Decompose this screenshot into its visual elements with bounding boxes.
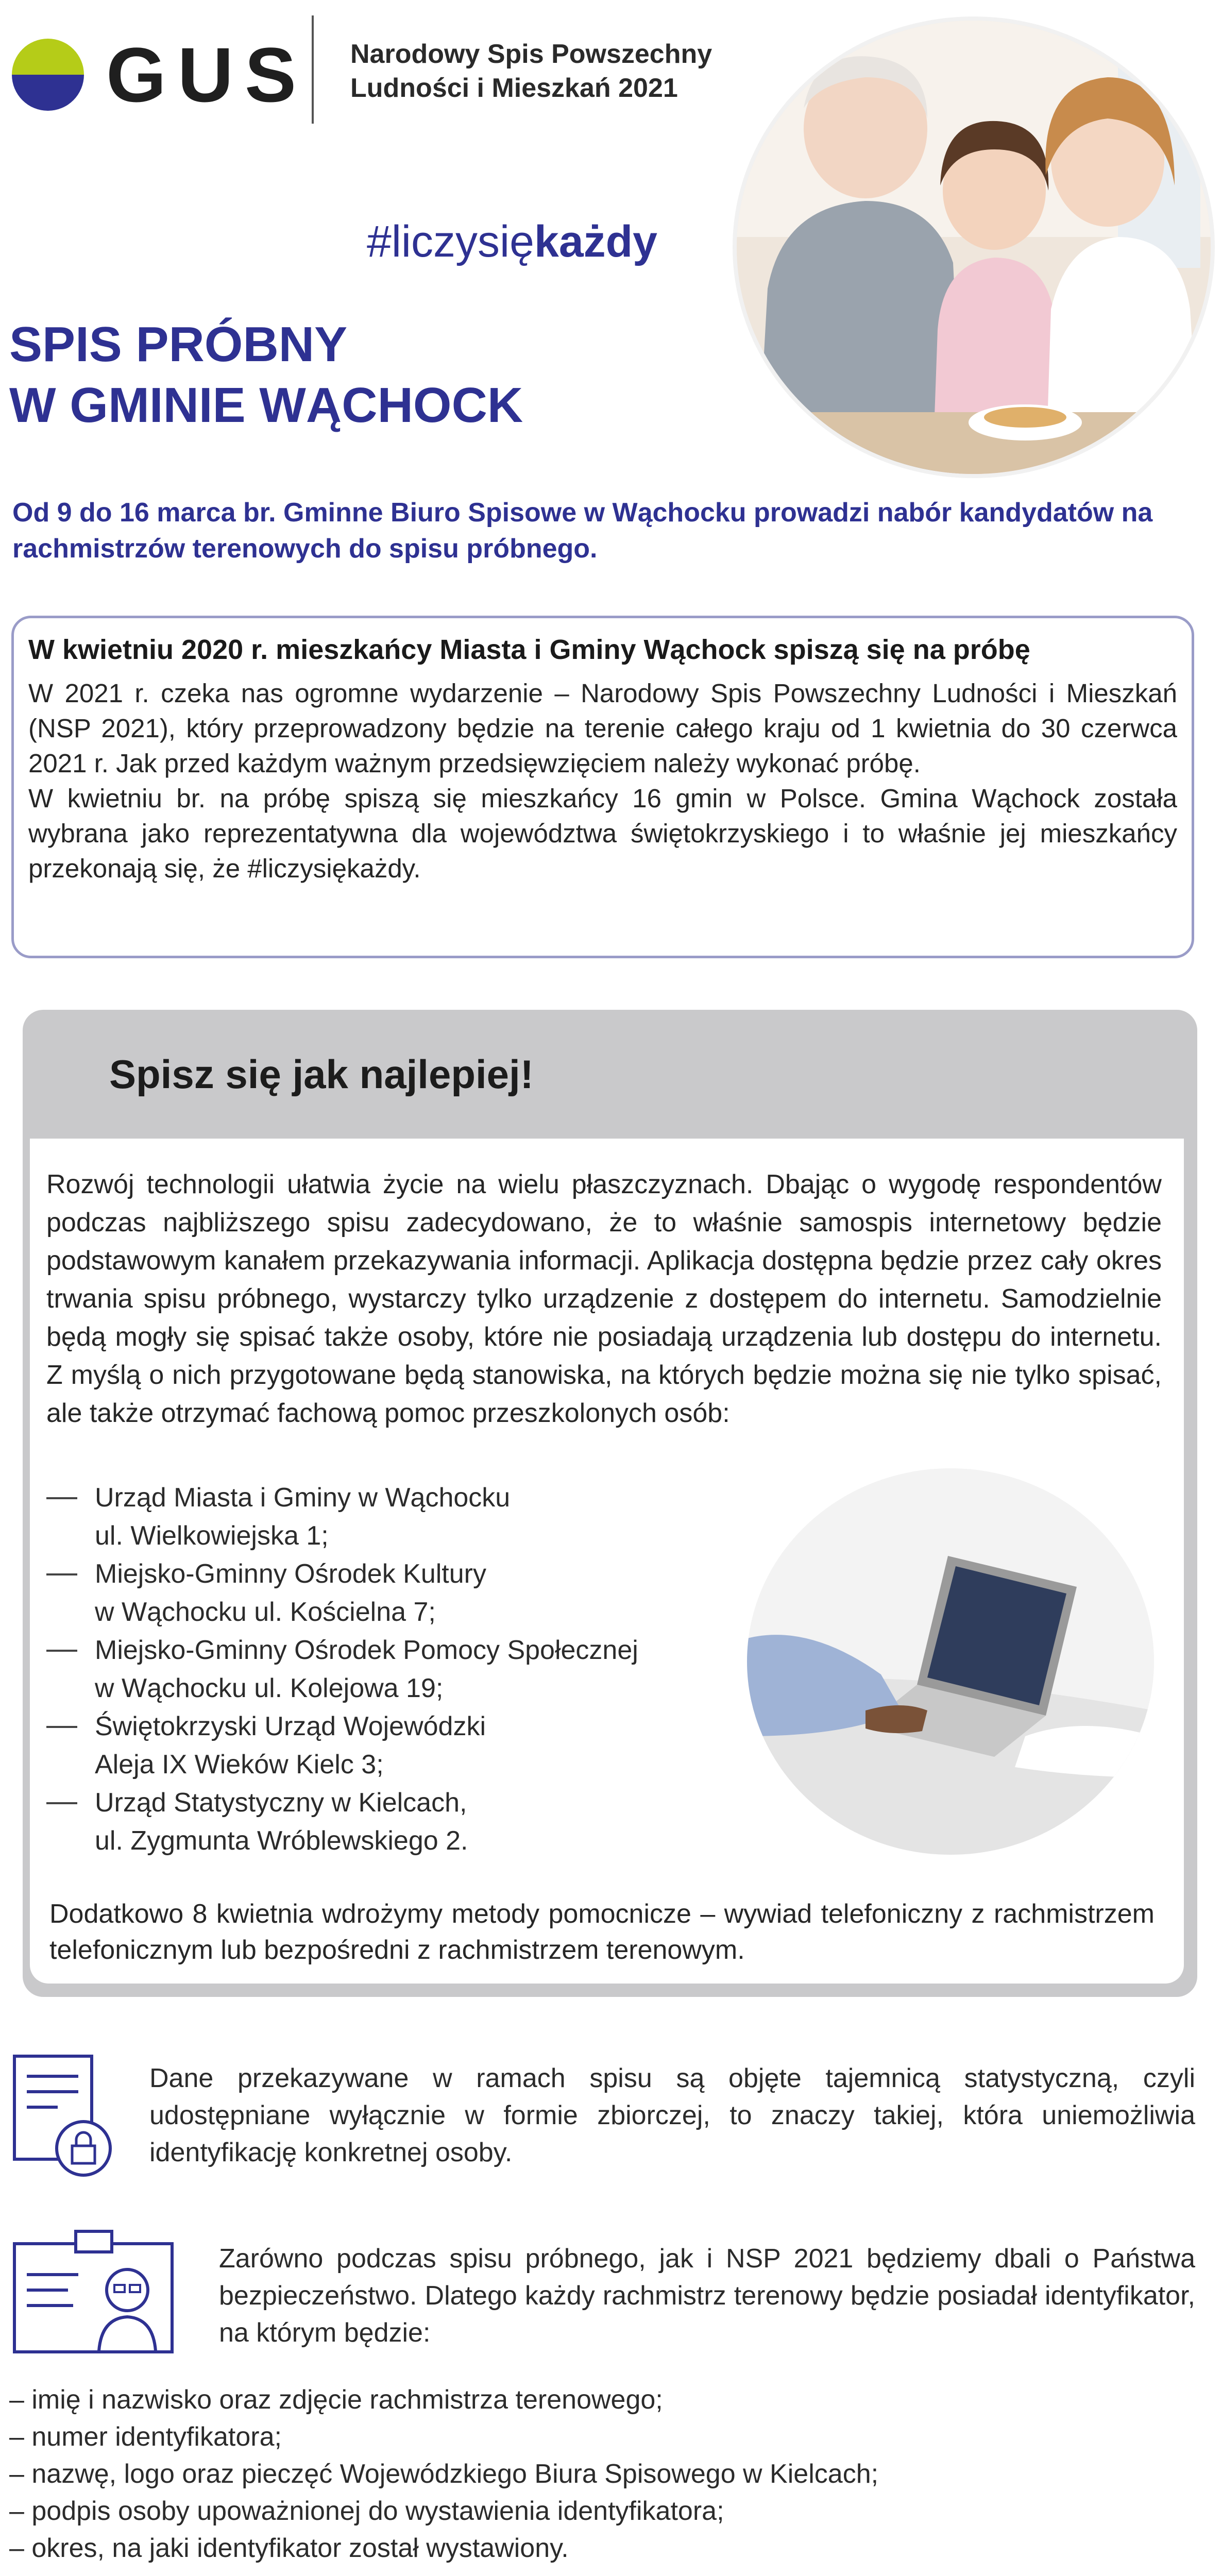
list-item [46,1479,716,1555]
hashtag [367,216,657,267]
trial-census-box [11,616,1194,958]
list-item [46,1707,716,1784]
census-title-line1: Narodowy Spis Powszechny [350,39,712,69]
page-title-line1: SPIS PRÓBNY [9,317,348,372]
trial-census-heading: W kwietniu 2020 r. mieszkańcy Miasta i Gminy Wąchock spiszą się na próbę [28,634,1030,665]
assistance-locations-list [46,1479,716,1860]
family-photo-illustration [737,21,1211,474]
header-divider [312,15,314,124]
list-item [46,1631,716,1707]
intro-text: Od 9 do 16 marca br. Gminne Biuro Spisowe w Wąchocku prowadzi nabór kandydatów na rachmistrzów terenowych do spisu próbnego. [12,498,1153,564]
list-item: – okres, na jaki identyfikator został wystawiony. [9,2533,569,2563]
auxiliary-methods-text: Dodatkowo 8 kwietnia wdrożymy metody pomocnicze – wywiad telefoniczny z rachmistrzem telefonicznym lub bezpośredni z rachmistrzem terenowym. [49,1899,1155,1965]
location-name: Miejsko-Gminny Ośrodek Kultury [95,1559,486,1589]
id-badge-icon [11,2228,176,2357]
identifier-items-list [9,2381,878,2567]
list-item: – podpis osoby upoważnionej do wystawienia identyfikatora; [9,2496,724,2526]
list-item [46,1784,716,1860]
laptop-photo [747,1468,1154,1855]
list-item: – numer identyfikatora; [9,2422,282,2452]
hashtag-prefix: #liczysię [367,217,534,266]
hashtag-bold: każdy [534,217,658,266]
page-title-line2: W GMINIE WĄCHOCK [9,378,523,433]
census-title-line2: Ludności i Mieszkań 2021 [350,73,678,103]
trial-census-text [28,676,1177,886]
identifier-text: Zarówno podczas spisu próbnego, jak i NSP 2021 będziemy dbali o Państwa bezpieczeństwo. Dlatego każdy rachmistrz terenowy będzie posiadał identyfikator, na którym będzie: [219,2244,1195,2348]
list-item: – nazwę, logo oraz pieczęć Wojewódzkiego Biura Spisowego w Kielcach; [9,2459,879,2489]
location-address: w Wąchocku ul. Kościelna 7; [95,1597,436,1627]
list-item [46,1555,716,1631]
location-address: ul. Wielkowiejska 1; [95,1521,329,1551]
location-name: Świętokrzyski Urząd Wojewódzki [95,1711,486,1741]
trial-census-paragraph-1: W 2021 r. czeka nas ogromne wydarzenie – Narodowy Spis Powszechny Ludności i Mieszkań (NSP 2021), który przeprowadzony będzie na terenie całego kraju od 1 kwietnia do 30 czerwca 2021 r. Jak przed każdym ważnym przedsięwzięciem należy wykonać próbę. [28,679,1177,778]
trial-census-paragraph-2: W kwietniu br. na próbę spiszą się mieszkańcy 16 gmin w Polsce. Gmina Wąchock została wybrana jako reprezentatywna dla województwa świętokrzyskiego i to właśnie jej mieszkańcy przekonają się, że #liczysiękażdy. [28,784,1177,883]
document-lock-icon [11,2053,114,2182]
location-name: Miejsko-Gminny Ośrodek Pomocy Społecznej [95,1635,638,1665]
logo-text: GUS [106,31,308,118]
census-title [350,37,712,105]
gus-logo [9,15,308,134]
page-title [9,314,523,436]
location-address: w Wąchocku ul. Kolejowa 19; [95,1673,444,1703]
self-census-heading: Spisz się jak najlepiej! [109,1052,534,1097]
location-name: Urząd Miasta i Gminy w Wąchocku [95,1483,511,1513]
list-item: – imię i nazwisko oraz zdjęcie rachmistrza terenowego; [9,2385,663,2415]
location-address: Aleja IX Wieków Kielc 3; [95,1750,384,1780]
self-census-paragraph: Rozwój technologii ułatwia życie na wielu płaszczyznach. Dbając o wygodę respondentów podczas najbliższego spisu zadecydowano, że to właśnie samospis internetowy będzie podstawowym kanałem przekazywania informacji. Aplikacja dostępna będzie przez cały okres trwania spisu próbnego, wystarczy tylko urządzenie z dostępem do internetu. Samodzielnie będą mogły się spisać także osoby, które nie posiadają urządzenia lub dostępu do internetu. Z myślą o nich przygotowane będą stanowiska, na których będzie można się nie tylko spisać, ale także otrzymać fachową pomoc przeszkolonych osób: [46,1170,1162,1428]
confidentiality-text: Dane przekazywane w ramach spisu są objęte tajemnicą statystyczną, czyli udostępniane wyłącznie w formie zbiorczej, to znaczy takiej, która uniemożliwia identyfikację konkretnej osoby. [149,2063,1195,2167]
location-name: Urząd Statystyczny w Kielcach, [95,1788,467,1818]
gus-logo-icon [9,21,87,129]
family-photo [737,21,1211,474]
laptop-photo-illustration [747,1468,1154,1855]
location-address: ul. Zygmunta Wróblewskiego 2. [95,1826,468,1856]
